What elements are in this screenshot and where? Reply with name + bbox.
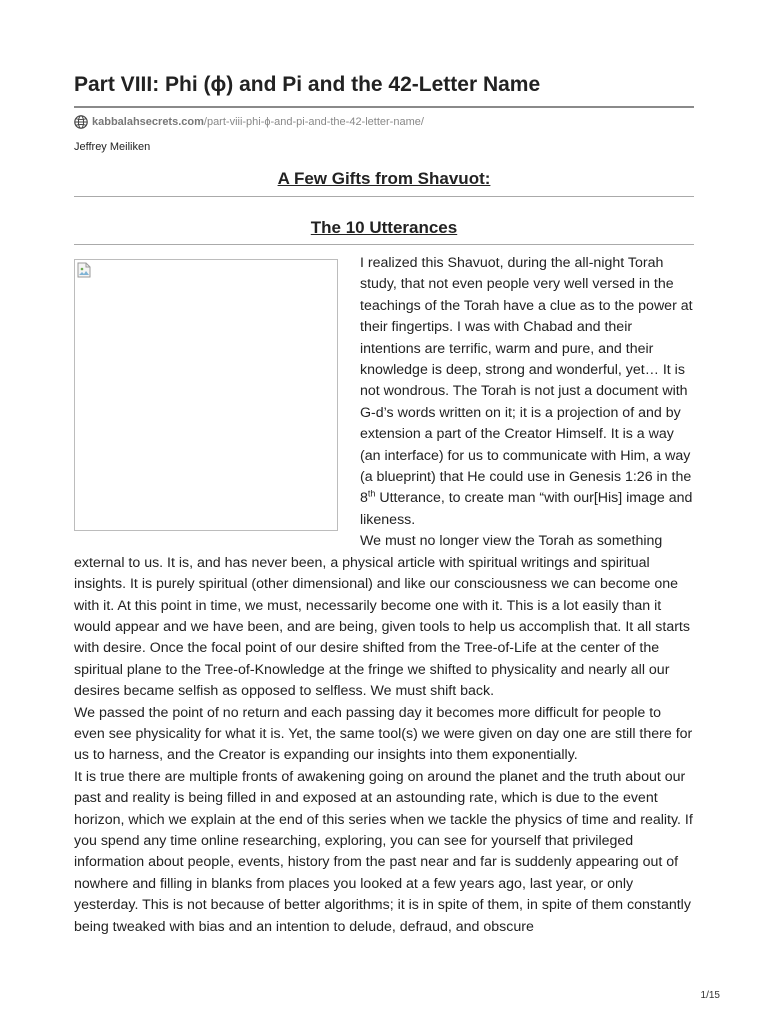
- paragraph-1-text: I realized this Shavuot, during the all-night Torah study, that not even people very well versed in the teachings of the Torah have a clue as to the power at their fingertips. I was with Chabad and their intentions are terrific, warm and pure, and their knowledge is deep, strong and wonderful, yet… It is not wondrous. The Torah is not just a document with G-d’s words written on it; it is a projection of and by extension a part of the Creator Himself. It is a way (an interface) for us to communicate with Him, a way (a blueprint) that He could use in Genesis 1:26 in the 8: [360, 255, 693, 507]
- image-placeholder: [74, 259, 338, 531]
- document-page: [74, 70, 694, 938]
- source-domain-link[interactable]: kabbalahsecrets.com: [92, 116, 204, 128]
- paragraph-3: We passed the point of no return and each passing day it becomes more difficult for people to even see physicality for what it is. Yet, the same tool(s) we were given on day one are still there for us to harness, and the Creator is expanding our insights into them exponentially.: [74, 704, 693, 764]
- source-line: [74, 114, 694, 130]
- page-title: Part VIII: Phi (ɸ) and Pi and the 42-Letter Name: [74, 70, 694, 108]
- broken-image-icon: [77, 262, 91, 278]
- page-indicator: 1/15: [700, 990, 720, 1001]
- author-name: Jeffrey Meiliken: [74, 141, 151, 153]
- source-path-link[interactable]: /part-viii-phi-ɸ-and-pi-and-the-42-letter-name/: [203, 116, 424, 128]
- paragraph-2: We must no longer view the Torah as something external to us. It is, and has never been, a physical article with spiritual writings and spiritual insights. It is purely spiritual (other dimensional) and like our consciousness we can become one with it. At this point in time, we must, necessarily become one with it. This is a lot easily than it would appear and we have been, and are being, given tools to help us accomplish that. It all starts with desire. Once the focal point of our desire shifted from the Tree-of-Life at the center of the spiritual plane to the Tree-of-Knowledge at the fringe we shifted to physicality and nearly all our desires became selfish as opposed to selfless. We must shift back.: [74, 533, 690, 700]
- paragraph-1-text-end: Utterance, to create man “with our[His] image and likeness.: [360, 490, 693, 528]
- section-heading-utterances: The 10 Utterances: [74, 217, 694, 245]
- section-heading-gifts: A Few Gifts from Shavuot:: [74, 168, 694, 197]
- ordinal-suffix: th: [367, 488, 376, 499]
- globe-icon: [74, 115, 88, 129]
- paragraph-4: It is true there are multiple fronts of awakening going on around the planet and the truth about our past and reality is being filled in and exposed at an astounding rate, which is due to the event horizon, which we explain at the end of this series when we tackle the physics of time and reality. If you spend any time online researching, exploring, you can see for yourself that privileged information about people, events, history from the past near and far is suddenly appearing out of nowhere and filling in blanks from places you looked at a few years ago, last year, or only yesterday. This is not because of better algorithms; it is in spite of them, in spite of them constantly being tweaked with bias and an intention to delude, defraud, and obscure: [74, 768, 693, 935]
- article-body: [74, 253, 694, 938]
